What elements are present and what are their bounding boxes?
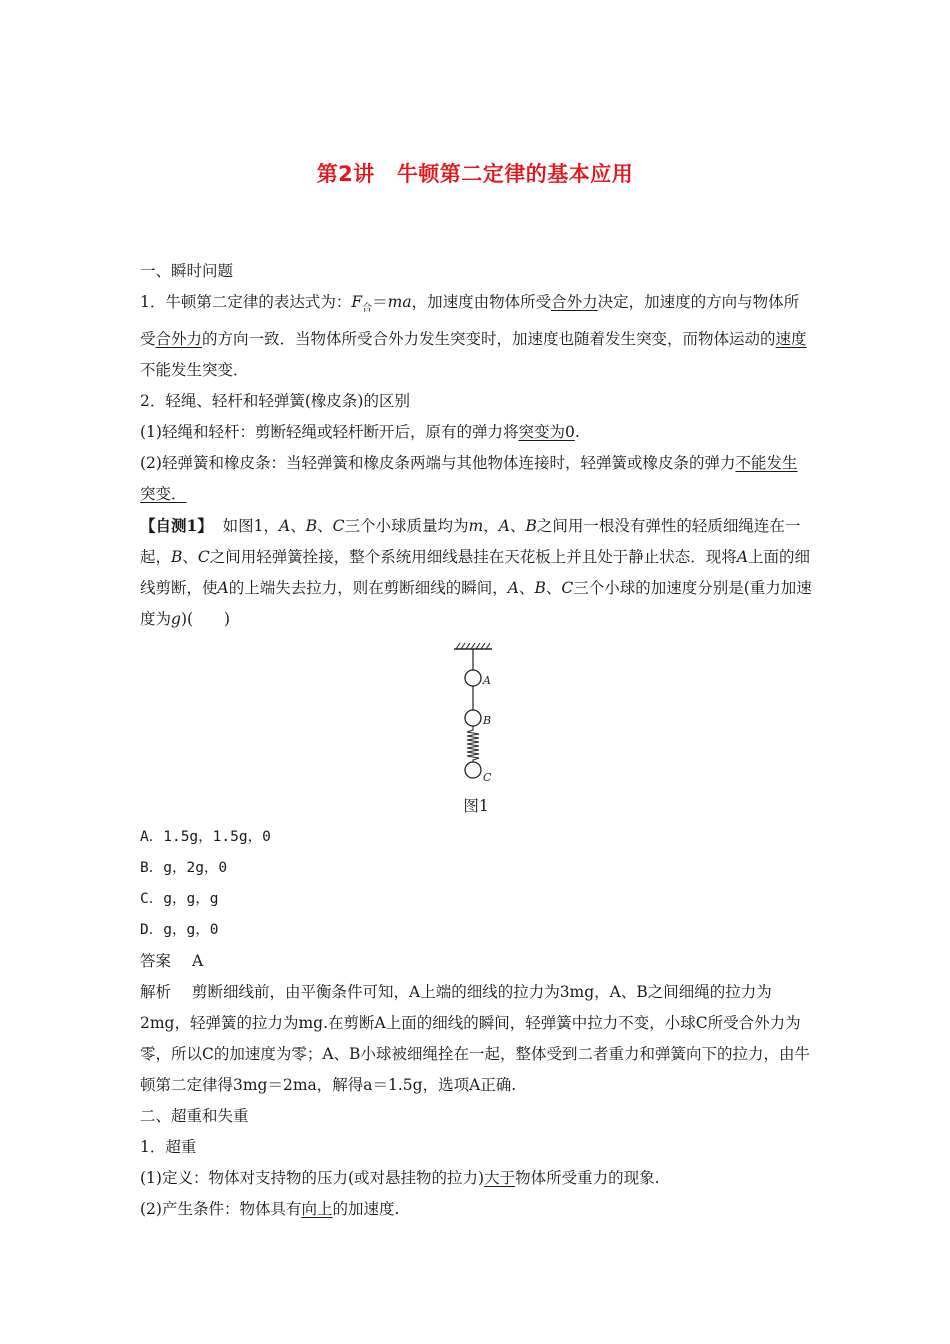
paragraph-overweight-condition: (2)产生条件：物体具有向上的加速度. bbox=[140, 1200, 400, 1219]
question-stem: 【自测1】 如图1，A、B、C三个小球质量均为m，A、B之间用一根没有弹性的轻质细绳连在一起，B、C之间用轻弹簧拴接，整个系统用细线悬挂在天花板上并且处于静止状态．现将A上面的细线剪断，使A的上端失去拉力，则在剪断细线的瞬间，A、B、C三个小球的加速度分别是(重力加速度为g)( ) bbox=[140, 516, 812, 629]
blank-answer: 大于 bbox=[484, 1169, 516, 1188]
blank-answer: 合外力 bbox=[551, 293, 598, 311]
section-heading: 二、超重和失重 bbox=[140, 1107, 249, 1126]
subsection-heading: 1．超重 bbox=[140, 1138, 197, 1157]
page-title bbox=[0, 158, 950, 188]
ball-c-label: C bbox=[483, 771, 492, 785]
blank-answer: 合外力 bbox=[155, 330, 203, 349]
lecture-name: 牛顿第二定律的基本应用 bbox=[396, 162, 634, 186]
blank-answer: 突变为0 bbox=[518, 423, 575, 442]
blank-answer: 不能发生突变． bbox=[140, 454, 798, 504]
blank-answer: 向上 bbox=[301, 1200, 333, 1219]
option-a: A．1.5g，1.5g，0 bbox=[140, 829, 271, 846]
section-heading: 一、瞬时问题 bbox=[140, 262, 234, 280]
question-tag: 【自测1】 bbox=[140, 516, 213, 536]
analysis-label: 解析 bbox=[140, 983, 172, 1002]
answer-label: 答案 bbox=[140, 952, 172, 971]
paragraph-difference: 2．轻绳、轻杆和轻弹簧(橡皮条)的区别 bbox=[140, 392, 410, 411]
blank-answer: 速度 bbox=[775, 330, 807, 349]
paragraph-spring: (2)轻弹簧和橡皮条：当轻弹簧和橡皮条两端与其他物体连接时，轻弹簧或橡皮条的弹力不能发生突变． bbox=[140, 454, 798, 504]
figure-caption: 图1 bbox=[463, 797, 489, 816]
analysis-text: 剪断细线前，由平衡条件可知，A上端的细线的拉力为3mg，A、B之间细绳的拉力为2mg，轻弹簧的拉力为mg.在剪断A上面的细线的瞬间，轻弹簧中拉力不变，小球C所受合外力为零，所以C的加速度为零；A、B小球被细绳拴在一起，整体受到二者重力和弹簧向下的拉力，由牛顿第二定律得3mg＝2ma，解得a＝1.5g，选项A正确. bbox=[140, 983, 810, 1095]
analysis-paragraph bbox=[140, 977, 812, 1101]
ball-a bbox=[465, 670, 481, 686]
answer-line bbox=[140, 946, 812, 977]
option-d: D．g，g，0 bbox=[140, 922, 219, 939]
option-b: B．g，2g，0 bbox=[140, 860, 228, 877]
ball-b-label: B bbox=[483, 714, 492, 728]
document-body bbox=[140, 256, 812, 1225]
ball-a-label: A bbox=[483, 674, 491, 688]
option-c: C．g，g，g bbox=[140, 891, 219, 908]
ball-c bbox=[465, 762, 481, 778]
spring-b-c bbox=[467, 726, 479, 762]
paragraph-overweight-definition: (1)定义：物体对支持物的压力(或对悬挂物的拉力)大于物体所受重力的现象. bbox=[140, 1169, 660, 1188]
ceiling-hatch bbox=[456, 643, 490, 649]
figure-ball-spring-system bbox=[140, 641, 812, 791]
lecture-number: 第2讲 bbox=[316, 162, 375, 186]
ball-spring-diagram bbox=[450, 641, 510, 789]
paragraph-rope-rod: (1)轻绳和轻杆：剪断轻绳或轻杆断开后，原有的弹力将突变为0. bbox=[140, 423, 580, 442]
ball-b bbox=[465, 710, 481, 726]
paragraph-newton-law: 1．牛顿第二定律的表达式为：$F_合=ma$，加速度由物体所受合外力决定，加速度的方向与物体所受合外力的方向一致．当物体所受合外力发生突变时，加速度也随着发生突变，而物体运动的速度不能发生突变． bbox=[140, 293, 807, 380]
answer-value: A bbox=[192, 952, 204, 971]
